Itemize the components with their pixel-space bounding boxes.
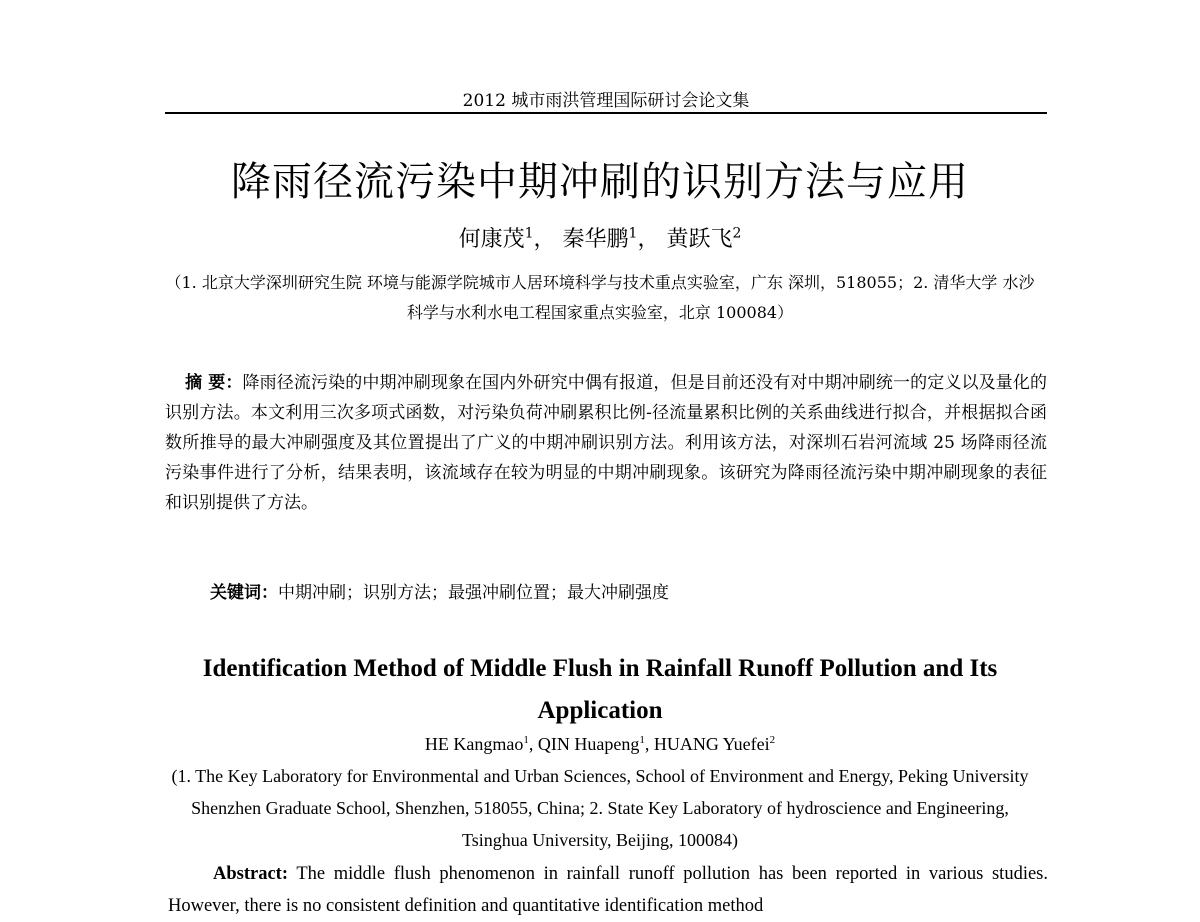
author-affiliation-mark: 1 bbox=[524, 225, 534, 242]
abstract-en bbox=[168, 858, 1048, 922]
abstract-label-cn: 摘 要： bbox=[185, 373, 243, 393]
author: 秦华鹏 bbox=[562, 227, 629, 252]
author-affiliation-mark: 1 bbox=[628, 225, 638, 242]
author-affiliation-mark: 1 bbox=[523, 734, 529, 746]
header-rule bbox=[165, 112, 1047, 114]
keywords-cn bbox=[210, 578, 669, 603]
author-affiliation-mark: 2 bbox=[732, 225, 742, 242]
affiliation-cn: （1. 北京大学深圳研究生院 环境与能源学院城市人居环境科学与技术重点实验室，广东 深圳，518055；2. 清华大学 水沙科学与水利水电工程国家重点实验室，北京 100084） bbox=[165, 273, 1035, 322]
author: HUANG Yuefei bbox=[653, 734, 770, 754]
author-affiliation-mark: 2 bbox=[769, 734, 776, 746]
author: HE Kangmao bbox=[424, 734, 524, 754]
running-header: 2012 城市雨洪管理国际研讨会论文集 bbox=[462, 91, 750, 111]
abstract-text-en: The middle flush phenomenon in rainfall runoff pollution has been reported in various studies. However, there is no consistent definition and quantitative identification method bbox=[168, 864, 1048, 916]
authors-en: HE Kangmao$^1$, QIN Huapeng$^1$, HUANG Yuefei$^2$ bbox=[424, 734, 776, 754]
authors-cn: 何康茂$^1$， 秦华鹏$^1$， 黄跃飞$^2$ bbox=[458, 225, 742, 252]
abstract-text-cn: 降雨径流污染的中期冲刷现象在国内外研究中偶有报道，但是目前还没有对中期冲刷统一的定义以及量化的识别方法。本文利用三次多项式函数，对污染负荷冲刷累积比例-径流量累积比例的关系曲线进行拟合，并根据拟合函数所推导的最大冲刷强度及其位置提出了广义的中期冲刷识别方法。利用该方法，对深圳石岩河流域 25 场降雨径流污染事件进行了分析，结果表明，该流域存在较为明显的中期冲刷现象。该研究为降雨径流污染中期冲刷现象的表征和识别提供了方法。 bbox=[165, 373, 1047, 513]
abstract-cn bbox=[165, 368, 1047, 518]
author: 黄跃飞 bbox=[666, 227, 733, 252]
keywords-text-cn: 中期冲刷；识别方法；最强冲刷位置；最大冲刷强度 bbox=[278, 583, 669, 603]
paper-title-en: Identification Method of Middle Flush in Rainfall Runoff Pollution and Its Application bbox=[202, 655, 998, 724]
author-affiliation-mark: 1 bbox=[639, 734, 645, 746]
author: 何康茂 bbox=[458, 227, 525, 252]
author: QIN Huapeng bbox=[537, 734, 640, 754]
abstract-label-en: Abstract: bbox=[213, 864, 289, 884]
affiliation-en: (1. The Key Laboratory for Environmental and Urban Sciences, School of Environment and Energy, Peking University Shenzhen Graduate School, Shenzhen, 518055, China; 2. State Key Laboratory of hydroscience and Engineering, Tsinghua University, Beijing, 100084) bbox=[171, 766, 1029, 850]
keywords-label-cn: 关键词： bbox=[210, 583, 278, 603]
paper-title-cn: 降雨径流污染中期冲刷的识别方法与应用 bbox=[231, 159, 969, 205]
